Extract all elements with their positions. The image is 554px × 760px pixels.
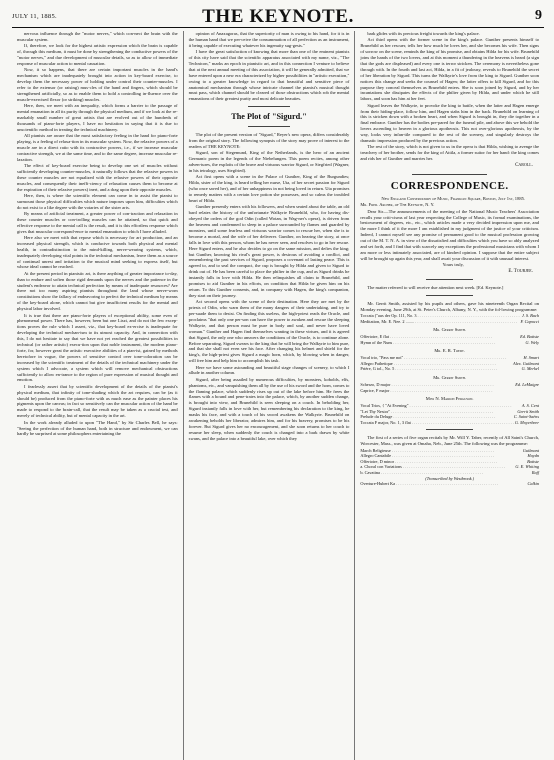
article-paragraph: Here also we meet with that repose which is necessary for art production, and an increased physical strength, which is conducive towards both physical and mental health, in contradistinction to the mind-killing, nerve-wearing systems, which, inadequately developing vital points in the technical mechanism, leave them as a source of continual unrest and irritation to the musical mind seeking to express itself, but whose ideal cannot be reached. — [17, 234, 178, 270]
article-paragraph: The effect of key-board exercise being to develop one set of muscles without sufficiently developing counter-muscles, it naturally follows that the relaxive powers in these counter muscles are not equalized with the relaxive powers of their opposite muscles, and consequently their ineffi-ciency of relaxation causes them to become at the expiration of their relaxive powers) inert, and a drag upon their opposite muscles. — [17, 162, 178, 192]
programme-composer: H. Smart — [523, 355, 539, 361]
programme-line: b. Cavatina . . . . . . . . . . . . . . . . . . . . . . . . . . . . . . . . . . . . . . . . . . . . . . . . Raff — [360, 470, 539, 475]
programme-line: Offertoire, E flat . . . . . . . . . . . . . . . . . . . . . . . . . . . . . . . . . . . . . . . . . . . . . . . . Ed. Batiste — [360, 334, 539, 340]
section-divider — [426, 429, 472, 430]
letter-paragraph: Dear Sir.—The announcements of the meeting of the National Music Teachers' Association recalls your criti-cisms of last year respecting the College of Music, its formal examinations, the bestowment of degrees, etc., etc., which articles made a very decided impression upon me, and the more I think of it the more I am established in my judgment of the justice of your criticism. Indeed, I cannot myself see any promise of permanent good to the musical profession growing out of the M. T. N. A. in view of the dissatisfied and difficulties which you have so ably analyzed and set forth, and I find that with scarcely any exceptions the professional musicians with whom I am more or less intimately associated, are of kindred opinion. I suppose that the entire subject will be brought up again this year, and shall await your discussion of it with unusual interest. — [360, 208, 539, 261]
programme-line: a. Choral con Variations . . . . . . . . . . . . . . . . . . . . . . . . . . . . . . . . . . . . . . . . . . . . . . . . G. E. Whiting — [360, 464, 539, 470]
article-paragraph: Sigurd, son of Siegemund, King of the Netherlands, is the hero of an ancient Germanic poem in the legends of the Niebelungen. This poem recites, among other adven-tures, the exploits of the brave and virtuous warrior Sigurd, or Siegfried (Wagner, in his tetralogy, uses Siegfried). — [188, 150, 350, 174]
editor-note: The matter referred to will receive due attention next week. [Ed. Keynote.] — [367, 284, 504, 290]
masthead — [12, 6, 544, 28]
recital-announcement-2: The first of a series of five organ recitals by Mr. Will Y. Taber, recently of All Saint's Church, Worcester, Mass., was given at Omaha, Neb., June 25th. The following was the programme: — [360, 435, 539, 447]
text-columns — [12, 31, 544, 760]
programme-composer: Gerrit Smith — [517, 408, 539, 414]
title-underline — [248, 126, 290, 127]
programme-composer: C. Saint-Saëns — [513, 414, 539, 420]
article-paragraph: Gunther presently enters with his followers, and when seated about the table, an old bard relates the history of the unfortunate Walkyrie Brunehild, who, for having dis-obeyed the orders of the god Odin (called Wotan, in Wag-ner's opera), is driven from the heavens and condemned to sleep in a palace surrounded by flames and guarded by monsters, until some fearless and virtuous warrior comes to rescue her, when she is to become a mortal, and the wife of her deliverer. Gunther, on hearing the story, at once falls in love with this person, whom he has never seen, and resolves to go in her rescue. Here Sigurd enters, and he also decides to go on the same mission, and defies the king; but Gunther, knowing his rival's great power, is desirous of avoiding a conflict, and remembering the past services of Sigurd, proposes a covenant of lasting peace. This is agreed to, and to seal the compact, the cup is brought by Hilda and given to Sigurd to drink out of. He has been careful to place the philter in the cup, and as Sigurd drinks he instantly falls in love with Hilda. He then relinquishes all claim to Brunehild, and promises to aid Gunther in his efforts, on condition that Hilda be given him on his return. To this Gunther consents, and, in company with Hagen, the king's companion, they start on their journey. — [188, 204, 350, 298]
section-divider — [426, 295, 472, 296]
programme-composer: Alex. Guilmant — [512, 360, 539, 366]
programme-composer: J. S. Bach — [521, 313, 539, 319]
article-paragraph: Act first opens with a scene in the Palace of Gunther, King of the Burgundies; Hilda, sister of the king, is heard telling her nurse, Uta, of her secret passion for Sigurd (who once saved her), and of her unhappiness in not being loved in return. Uta promises to remedy matters with a certain love potion she possesses, and so calms the troubled heart of Hilda. — [188, 174, 350, 204]
article-paragraph: By means of artificial treatment, a greater power of con-traction and relaxation in these counter muscles or con-trolling muscles can be attained, so that quick and effective response to the mental call is the result, and it is this effortless response which gives that muscular correspond-ence to mental emanation to which I have alluded. — [17, 210, 178, 234]
programme-line: Allegro Pathetique . . . . . . . . . . . . . . . . . . . . . . . . . . . . . . . . . . . . . . . . . . . . . . . . Alex. Guilmant — [360, 360, 539, 366]
programme-line: Overture-Hubert Ka . . . . . . . . . . . . . . . . . . . . . . . . . . . . . . . . . . . . . . . . . . . . . . . . Calkin — [360, 481, 539, 487]
programme-piece: Toccata ("aus der Op. 111, No. 3 — [360, 313, 417, 319]
programme-piece: Hymn of the Nuns — [360, 339, 393, 345]
article-paragraph: Sigurd leaves the Walkyrie, to provoke the king to battle, when the latter and Hagen emerge from their hiding-place, follow him, and Hagen stabs him in the back. Brunehild on learning of this is stricken down with a broken heart, and when Sigurd is brought in, they die together in a final embrace. Gunther has the bodies pre-pared for the funeral pile, and above this we behold the lovers ascending to heaven in a glorious apotheosis. This not over-glorious apotheosis, by the way, looks very infan-tile compared to the rest of the scenery, and singularly destroys the dramatic impression produced by the previous action. — [360, 102, 539, 144]
programme-line: Toccata ("aus der Op. 111, No. 3 . . . . . . . . . . . . . . . . . . . . . . . . . . . . . . . . . . . . . . . . . . . . . . . . J. S. Bach — [360, 313, 539, 319]
technicon-article-end — [189, 31, 350, 102]
letter-dateline: New England Conservatory of Music, Franklin Square, Boston, July 1st, 1885. — [381, 196, 526, 202]
article-paragraph: opinion of Anaxagoras, that the superiority of man is owing to his hand, for it is in the human hand that we per-ceive the consummation of all perfection as an instrument, it being capable of executing whatever his ingenuity sug-gests." — [188, 31, 350, 48]
programme-line: Vocal trio, "Pass me not" . . . . . . . . . . . . . . . . . . . . . . . . . . . . . . . . . . . . . . . . . . . . . . . . H. Smart — [360, 355, 539, 361]
letter-address: Mr. Fred. Archer, of The Keynote, N. Y. — [360, 202, 435, 208]
programme-line: Scherzo, D major . . . . . . . . . . . . . . . . . . . . . . . . . . . . . . . . . . . . . . . . . . . . . . . . Ed. LeMaigre — [360, 381, 539, 387]
column-3 — [354, 31, 544, 760]
letter-body — [360, 209, 539, 262]
letter-signature: E. Tourjee. — [508, 269, 533, 275]
programme-performer: Mr. Gerrit Smith. — [433, 327, 467, 333]
article-paragraph: The plot of the present version of "Sigurd," Reyer's new opera, differs considerably from the original story. The following synopsis of the story may prove of interest to the readers of THE KEYNOTE: — [188, 132, 350, 150]
column-1 — [12, 31, 183, 760]
programme-composer: Raff — [531, 470, 539, 475]
article-paragraph: I have the great satisfaction of knowing that more than one of the eminent pianists of this city have said that the scientific apparatus associated with my name, viz., "The Technicon," marks an epoch in pianistic art, and in this connection I venture to believe that at the next annual meeting of this association, it will be generally admitted, that we have entered upon a new era characterized by higher possibilities in "artistic execution," owing to a greater knowledge in regard to that beautiful and sensitive piece of anatomical mechanism through whose intricate channel the pianist's musical thought must pass, which channel should be cleared of those obstructions which rob the mental emanations of their greatest purity and most delicate beauties. — [188, 49, 350, 102]
article-paragraph: It is true that there are piano-forte players of exceptional ability, some even of phenomenal power. There has, however, been but one Liszt, and do not the few excep-tions proves the rule which I assert, viz., that key-board ex-ercise is inadequate for developing the technical mechan-ism to its utmost capacity. And, in connection with this, I do not hesitate to say that we have not yet reached the greatest possibilities in technical (or rather artistic) execu-tion upon that noble instrument, the modern piano-forte, for, however great the artistic executive abilities of a pian-ist, gained by methods heretofore in vogue, the powers of sensitive control over tone-coloration can be increased by the scientific treatment of the details of the technical machinery under the system which I advocate, a system which will remove mechanical obstructions sufficiently to allow en-trance to the region of pure expression of musical thought and emotion. — [17, 312, 178, 383]
programme-line: Caprice, F major . . . . . . . . . . . . . . . . . . . . . . . . . . . . . . . . . . . . . . . . . . . . . . . . — [360, 387, 493, 393]
plot-of-sigurd-article — [189, 132, 350, 441]
programme-composer: Batiste — [527, 458, 539, 464]
article-signature: Caroll. — [515, 163, 533, 169]
programme-piece: Offertoire, D minor — [360, 458, 395, 464]
column-2 — [183, 31, 355, 760]
programme-composer: A. S. Cent — [521, 403, 539, 409]
programme-line: Offertoire, D minor . . . . . . . . . . . . . . . . . . . . . . . . . . . . . . . . . . . . . . . . . . . . . . . . Batiste — [360, 458, 539, 464]
recital-announcement: Mr. Gerrit Smith, assisted by his pupils and others, gave his nineteenth Organ Recital on Monday evening, June 29th, at St. Peter's Church, Albany, N. Y., with the fol-lowing programme: — [360, 300, 539, 312]
article-paragraph: Sigurd, after being assailed by numerous difficulties, by monsters, kobolds, elfs, phantoms, etc., and vanquishing them all by the use of his sword and the horn, comes to the flaming palace, which suddenly rises up out of the lake before him. He frees the flames with a bound and pene-trates into the palace, which, by another sudden change, is brought into view, and Brunehild is seen sleeping on a couch. In beholding her, Sigurd instantly falls in love with her, but remembering his declaration to the king, he masks his face, and with a touch of his sword awakens the Walkyrie. Brunehild on awakening beholds her liberator, admires him, and for his bravery, promises to be his forever. But Sigurd gives her no encouragement, and she soon returns to her couch to resume her sleep, when suddenly the couch is changed into a bark drawn by white swans, and the palace into a beautiful lake, over which they — [188, 376, 350, 441]
programme-composer: G. Wely — [525, 339, 539, 345]
programme-piece: Toccata F major, No. 1, 3 flat — [360, 419, 411, 425]
programme-piece: Scherzo, D major — [360, 381, 391, 387]
newspaper-title: THE KEYNOTE. — [202, 6, 354, 27]
section-divider — [426, 279, 472, 280]
programme-piece: Vocal trio, "Pass me not" — [360, 355, 404, 361]
programme-line: Prière, G tol., No. 5 . . . . . . . . . . . . . . . . . . . . . . . . . . . . . . . . . . . . . . . . . . . . . . . . G. Merkel — [360, 366, 539, 372]
article-paragraph: In the work already alluded to upon "The Hand," by Sir Charles Bell, he says: "Seeing the perfection of the human hand, both in structure and endowment, we can hardly be surprised at some philosophers entertaining the — [17, 419, 178, 437]
article-paragraph: Here, then, we meet with an inequality, which forms a barrier to the passage of mental emanation in all its purity through the physical medium, and if we look at the re-markably small number of great artists that are evolved out of the hundreds of thousands of piano-forte players, I have no hesitation in saying that it is due to unscientific method in treating the technical machinery. — [17, 103, 178, 132]
letter-closing: Yours truly, — [442, 262, 464, 268]
programme-composer: Ed. Batiste — [520, 334, 539, 340]
article-paragraph: bark glides with its precious freight towards the king's palace. — [367, 31, 480, 36]
recital-programme-1 — [360, 313, 539, 425]
programme-composer: Haydn — [527, 453, 539, 459]
article-paragraph: If, therefore, we look for the highest artistic expression which the brain is capable of, through this medium, it must be done by strengthening the conductive powers of the "motor nerves," and due development of muscular details, so as to allow of immediate response of muscular action to mental causation. — [17, 43, 178, 66]
section-divider — [412, 174, 487, 175]
article-paragraph: All pianists are aware that the most satisfactory feeling in the hand for piano-forte playing, is a feeling of relaxa-tion in its muscular system. Now, the relaxive powers of a muscle are in a direct ratio with its contractive powers, i.e., if we increase muscular contractive strength, we at the same time, and to the same degree, increase muscular re-laxation. — [17, 132, 178, 162]
article-paragraph: I fearlessly assert that by scientific development of the details of the pianist's physical medium, that infinity of tone-shading which the art requires, can be (as it should be) produced from the piano-forte with as much ease as the painter places his pigments upon the canvas; in fact so sensitively can the muscular action of the hand be made to respond to the brain-call, that the result may be taken as a crucial test, and merely of technical ability, but of mental capacity in the art. — [17, 383, 178, 419]
programme-piece: March Religieuse — [360, 447, 391, 453]
plot-of-sigurd-title: The Plot of "Sigurd." — [231, 112, 307, 122]
sigurd-article-end — [360, 31, 539, 162]
programme-piece: Prière, G tol., No. 5 — [360, 366, 395, 372]
article-paragraph: The rest of the story, which is not given to us in the opera is that Hilda, wishing to avenge the treachery of her brother, sends for the king of Attila, a former suitor for her hand: the king comes and rids her of Gunther and marries her. — [360, 144, 539, 162]
recital-programme-2 — [360, 448, 539, 476]
programme-piece: a. Choral con Variations — [360, 464, 402, 470]
programme-piece: Allegro Cantabile — [360, 453, 392, 459]
programme-line: March Religieuse . . . . . . . . . . . . . . . . . . . . . . . . . . . . . . . . . . . . . . . . . . . . . . . . Guilmant — [360, 447, 539, 453]
programme-piece: Meditation, Mr. E. Nee. 2 ........ — [360, 318, 415, 324]
programme-line: "Let Thy Nestor" . . . . . . . . . . . . . . . . . . . . . . . . . . . . . . . . . . . . . . . . . . . . . . . . Gerrit Smith — [360, 408, 539, 414]
programme-composer: G. Merkel — [521, 366, 539, 372]
programme-piece: b. Cavatina — [360, 470, 380, 475]
issue-date: JULY 11, 1885. — [12, 13, 57, 20]
programme-composer: Guilmant — [522, 447, 539, 453]
programme-composer: Ed. LeMaigre — [515, 381, 539, 387]
article-paragraph: nervous influence through the "motor nerves," which con-nect the brain with the muscular system. — [17, 31, 178, 42]
programme-composer: F. Capocci — [520, 318, 539, 324]
programme-piece: "Let Thy Nestor" — [360, 408, 391, 414]
programme-line: Toccata F major, No. 1, 3 flat . . . . . . . . . . . . . . . . . . . . . . . . . . . . . . . . . . . . . . . . . . . . . . . . G. Moyerbeer — [360, 419, 539, 425]
article-paragraph: Here, then, is where the scientific element can come in to assist the pianist to surmount those physical difficulties which nature imposes upon him, difficulties which do not exist to a like degree with the votaries of the sister arts. — [17, 192, 178, 210]
programme-composer: G. E. Whiting — [515, 464, 539, 470]
programme-performer: Mr. Gerrit Smith. — [433, 375, 467, 381]
section-divider — [248, 106, 290, 107]
programme-line: Hymn of the Nuns . . . . . . . . . . . . . . . . . . . . . . . . . . . . . . . . . . . . . . . . . . . . . . . . G. Wely — [360, 339, 539, 345]
programme-performer: Mr. E. R. Toedt. — [434, 348, 466, 354]
programme-piece: Caprice, F major — [360, 387, 390, 393]
article-paragraph: Act third opens with the former scene in the king's palace. Gunther presents himself to Brunehild as her rescuer, tells her how much he loves her, and she becomes his wife. Then signs of sorrow on the scene, reminds the king of his promise, and obtains Hilda for his wife. Brunehild joins the hands of the two lovers, and at this moment a thundering in the heavens is heard (a sign that the gods are displeased) and every one is terror stricken. The ceremony is nevertheless gone through with. In the fourth and last act, Hilda, in a fit of jealousy, reveals to Brunehild the secret of her liberation by Sigurd. This turns the Walkyrie's love from the king to Sigurd. Gunther soon notices this change and seeks the counsel of Hagen; the latter offers to kill Sigurd, and for this purpose they conceal themselves as Brunehild enters. She is soon joined by Sigurd, and by her incantations she dissipates the effects of the philter given by Hilda, and under which he still labors, and soon has him at her feet. — [360, 37, 539, 102]
programme-line: Allegro Cantabile . . . . . . . . . . . . . . . . . . . . . . . . . . . . . . . . . . . . . . . . . . . . . . . . Haydn — [360, 453, 539, 459]
article-paragraph: Now, it so happens, that there are certain important muscles in the hand's mechanism which are inadequately brought into action in key-board exercise, to develop them the necessary power of holding under control their counter-muscles. I refer to the extensor (or raising) mus-cles of the hand and fingers, which should be strengthened artificially, so as to enable them to hold a controlling in-fluence over the muscle-exercised flexor (or striking) muscles. — [17, 67, 178, 102]
programme-piece: Offertoire, E flat — [360, 334, 390, 340]
programme-note: (Transcribed by Westbrook.) — [425, 475, 475, 481]
page-number: 9 — [535, 8, 542, 23]
correspondence-heading: CORRESPONDENCE. — [390, 180, 509, 193]
programme-line: Vocal Trios, { "At Evening" . . . . . . . . . . . . . . . . . . . . . . . . . . . . . . . . . . . . . . . . . . . . . . . . A. S. Cent — [360, 403, 539, 409]
programme-line: Meditation, Mr. E. Nee. 2 ........ . . . . . . . . . . . . . . . . . . . . . . . . . . . . . . . . . . . . . . . . . . . . . . . . F. Capocci — [360, 318, 539, 324]
article-paragraph: Here we have some astounding and beautiful stage changes of scenery, to which I allude in another column. — [188, 364, 350, 376]
programme-piece: Allegro Pathetique — [360, 360, 393, 366]
programme-line: Prelude du Deluge . . . . . . . . . . . . . . . . . . . . . . . . . . . . . . . . . . . . . . . . . . . . . . . . C. Saint-Saëns — [360, 414, 539, 420]
article-paragraph: At the present period in pianistic art, is there anything of greater importance to-day, than to endure and soften those rigid demands upon the nerves and the patience in the student's endeavor to attain technical perfection by means of inadequate resources? Are there not too many aspiring pianists throughout the land whose nerve-worn constitutions show the fallacy of endeavoring to perfect the technical medium by means of the key-board alone, which cannot but give insufficient results for the mental and physical labor involved. — [17, 270, 178, 312]
programme-composer: G. Moyerbeer — [514, 419, 539, 425]
programme-piece: Vocal Trios, { "At Evening" — [360, 403, 409, 409]
programme-performer: Miss N. Marion Ferguson. — [425, 396, 474, 402]
article-paragraph: Act second opens with the scene of their destination. Here they are met by the priests of Odin, who warn them of the many dangers of their undertaking, and try to per-suade them to desist. On finding this useless, the high-priest reads the Oracle, and proclaims "that only one per-son can have the power to awaken and rescue the sleeping Walkyrie, and that person must be pure in body and soul, and never have loved woman." Gunther and Hagen find themselves wanting in these virtues, and it is agreed that Sigurd, the only one who answers the conditions of the Oracle, is to continue alone. Before separating, Sigurd swears to the king that he will bring the Walkyrie to him pure, and that she shall not even see his face. After changing his helmet and shield for the king's, the high-priest gives Sigurd a magic horn, which, by blowing when in danger, will free him and help him to accomplish his task. — [188, 299, 350, 364]
programme-piece: Prelude du Deluge — [360, 414, 393, 420]
